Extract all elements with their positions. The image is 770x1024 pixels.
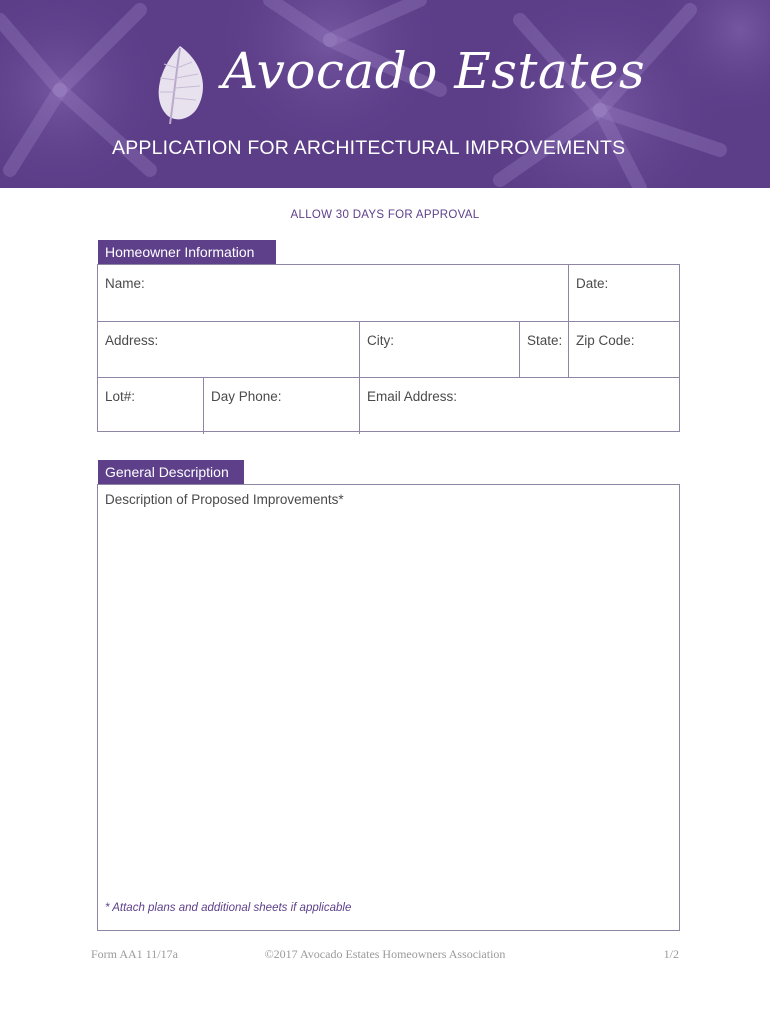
form-row — [98, 321, 679, 378]
date-field[interactable] — [568, 265, 679, 321]
form-row — [98, 265, 679, 321]
field-label: Date: — [576, 276, 609, 291]
form-row — [98, 377, 679, 434]
state-field[interactable] — [519, 322, 569, 378]
header-banner — [0, 0, 770, 188]
copyright: ©2017 Avocado Estates Homeowners Association — [264, 947, 506, 961]
page-number: 1/2 — [663, 947, 679, 961]
leaf-logo-icon — [150, 44, 212, 126]
field-label: Address: — [105, 333, 159, 348]
description-field[interactable] — [97, 484, 680, 931]
page-title: APPLICATION FOR ARCHITECTURAL IMPROVEMENTS — [112, 137, 626, 159]
field-label: State: — [527, 333, 563, 348]
field-label: Zip Code: — [576, 333, 635, 348]
brand-name: Avocado Estates — [222, 42, 646, 100]
address-field[interactable] — [98, 322, 359, 378]
field-label: Email Address: — [367, 389, 458, 404]
description-label: Description of Proposed Improvements* — [105, 492, 344, 507]
attach-note: * Attach plans and additional sheets if applicable — [105, 902, 352, 914]
city-field[interactable] — [359, 322, 519, 378]
zip-code-field[interactable] — [568, 322, 679, 378]
field-label: Lot#: — [105, 389, 136, 404]
section-heading-general: General Description — [98, 460, 244, 484]
field-label: Day Phone: — [211, 389, 282, 404]
lot-number-field[interactable] — [98, 378, 203, 434]
homeowner-info-table — [97, 264, 680, 432]
email-address-field[interactable] — [359, 378, 679, 434]
approval-notice: ALLOW 30 DAYS FOR APPROVAL — [290, 209, 480, 221]
field-label: City: — [367, 333, 394, 348]
day-phone-field[interactable] — [203, 378, 359, 434]
form-id: Form AA1 11/17a — [91, 947, 178, 961]
section-heading-homeowner: Homeowner Information — [98, 240, 276, 264]
name-field[interactable] — [98, 265, 568, 321]
field-label: Name: — [105, 276, 145, 291]
